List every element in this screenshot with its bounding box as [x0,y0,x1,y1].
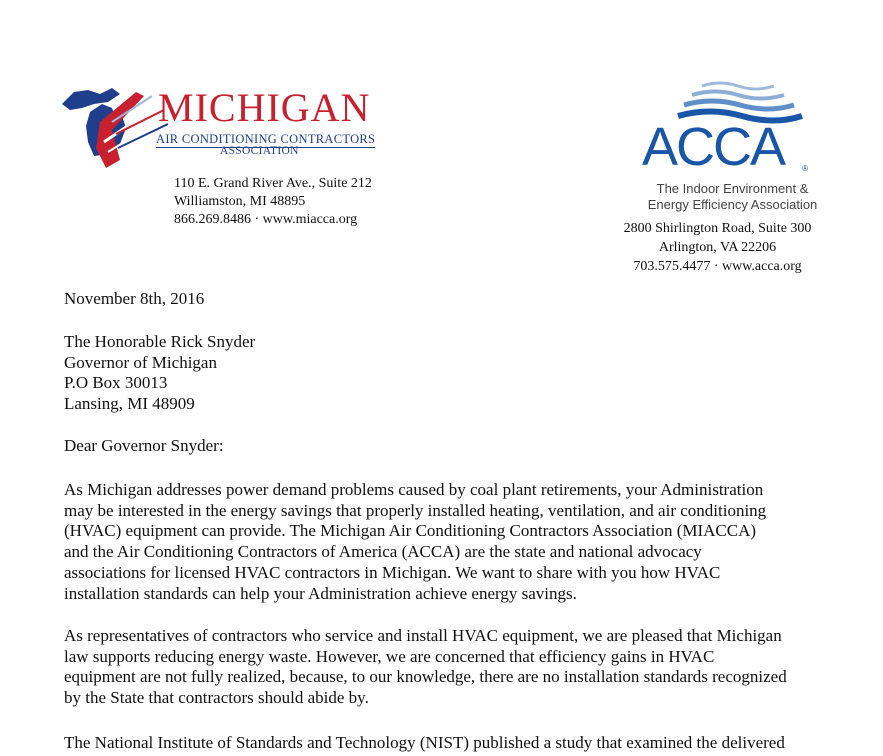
paragraph-line: associations for licensed HVAC contractors in Michigan. We want to share with you how HVAC [64,562,721,582]
miacca-address [174,175,372,229]
acca-address-street: 2800 Shirlington Road, Suite 300 [623,221,812,236]
acca-registered-mark: ® [802,164,808,173]
miacca-logo [60,82,390,172]
paragraph-line: may be interested in the energy savings that properly installed heating, ventilation, and air conditioning [64,500,767,520]
michigan-subtitle-association: ASSOCIATION [220,145,299,157]
acca-wordmark: ACCA [642,117,785,177]
michigan-subtitle: AIR CONDITIONING CONTRACTORS [156,132,376,146]
paragraph-1 [64,480,864,604]
paragraph-2 [64,626,864,709]
paragraph-line: (HVAC) equipment can provide. The Michigan Air Conditioning Contractors Association (MIACCA) [64,521,757,541]
miacca-address-contact: 866.269.8486 · www.miacca.org [174,212,358,227]
paragraph-line: by the State that contractors should abide by. [64,688,369,708]
paragraph-line: law supports reducing energy waste. However, we are concerned that efficiency gains in HVAC [64,646,715,666]
miacca-address-city: Williamston, MI 48895 [174,194,306,209]
michigan-wordmark: MICHIGAN [158,85,371,130]
acca-address-contact: 703.575.4477 · www.acca.org [633,259,802,274]
acca-address-city: Arlington, VA 22206 [658,240,777,255]
recipient-block [64,332,864,415]
paragraph-line: The National Institute of Standards and Technology (NIST) published a study that examined the delivered [64,733,785,752]
acca-tagline [640,181,825,213]
acca-logo [640,78,825,218]
recipient-line: P.O Box 30013 [64,373,168,393]
paragraph-line: equipment are not fully realized, because, to our knowledge, there are no installation standards recognized [64,667,787,687]
miacca-address-street: 110 E. Grand River Ave., Suite 212 [174,176,372,191]
paragraph-line: As representatives of contractors who service and install HVAC equipment, we are pleased that Michigan [64,626,782,645]
acca-tagline-line2: Energy Efficiency Association [647,197,818,212]
paragraph-line: installation standards can help your Administration achieve energy savings. [64,583,577,603]
acca-address [590,219,845,276]
recipient-line: Governor of Michigan [64,352,217,372]
paragraph-line: and the Air Conditioning Contractors of America (ACCA) are the state and national advocacy [64,542,702,562]
acca-tagline-line1: The Indoor Environment & [656,181,809,196]
recipient-line: Lansing, MI 48909 [64,394,195,414]
salutation: Dear Governor Snyder: [64,436,224,455]
paragraph-3 [64,733,864,754]
letter-date: November 8th, 2016 [64,289,205,308]
michigan-map-icon [60,82,170,177]
paragraph-line: As Michigan addresses power demand problems caused by coal plant retirements, your Administration [64,480,764,499]
recipient-line: The Honorable Rick Snyder [64,332,256,351]
